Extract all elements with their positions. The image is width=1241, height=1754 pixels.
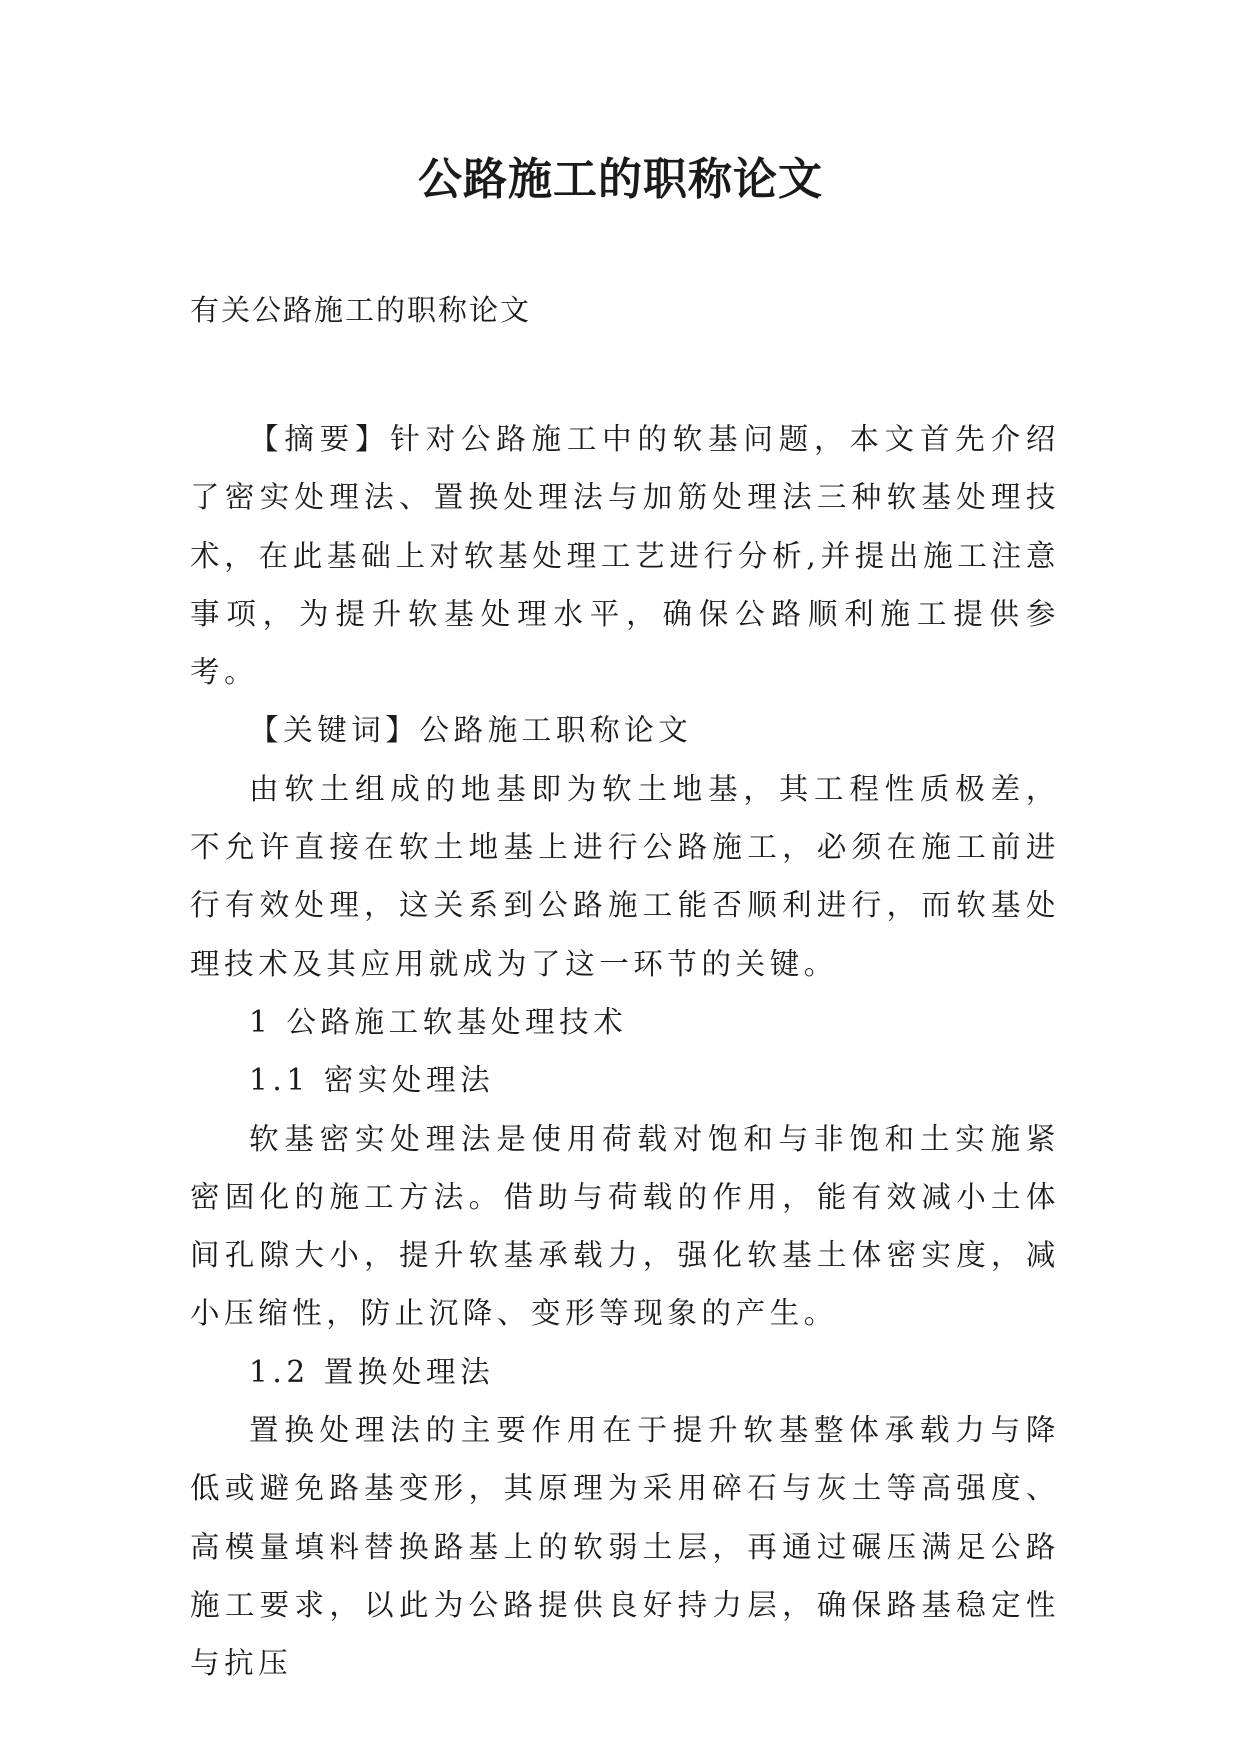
compaction-paragraph: 软基密实处理法是使用荷载对饱和与非饱和土实施紧密固化的施工方法。借助与荷载的作用，能有效减小土体间孔隙大小，提升软基承载力，强化软基土体密实度，减小压缩性，防止沉降、变形等现象的产生。: [190, 1121, 1060, 1331]
replacement-paragraph: 置换处理法的主要作用在于提升软基整体承载力与降低或避免路基变形，其原理为采用碎石与灰土等高强度、高模量填料替换路基上的软弱土层，再通过碾压满足公路施工要求，以此为公路提供良好持力层，确保路基稳定性与抗压: [190, 1413, 1060, 1681]
document-subtitle: 有关公路施工的职称论文: [190, 293, 532, 327]
document-title: 公路施工的职称论文: [418, 154, 823, 205]
abstract-paragraph: 【摘要】针对公路施工中的软基问题，本文首先介绍了密实处理法、置换处理法与加筋处理法三种软基处理技术，在此基础上对软基处理工艺进行分析,并提出施工注意事项，为提升软基处理水平，确保公路顺利施工提供参考。: [190, 422, 1060, 690]
section-heading-1: 1 公路施工软基处理技术: [249, 1004, 628, 1039]
section-heading-1-2: 1.2 置换处理法: [249, 1354, 495, 1389]
intro-paragraph: 由软土组成的地基即为软土地基，其工程性质极差，不允许直接在软土地基上进行公路施工，必须在施工前进行有效处理，这关系到公路施工能否顺利进行，而软基处理技术及其应用就成为了这一环节的关键。: [190, 771, 1060, 981]
keywords-paragraph: 【关键词】公路施工职称论文: [249, 713, 693, 748]
document-body: [190, 410, 1060, 1693]
section-heading-1-1: 1.1 密实处理法: [249, 1063, 495, 1098]
